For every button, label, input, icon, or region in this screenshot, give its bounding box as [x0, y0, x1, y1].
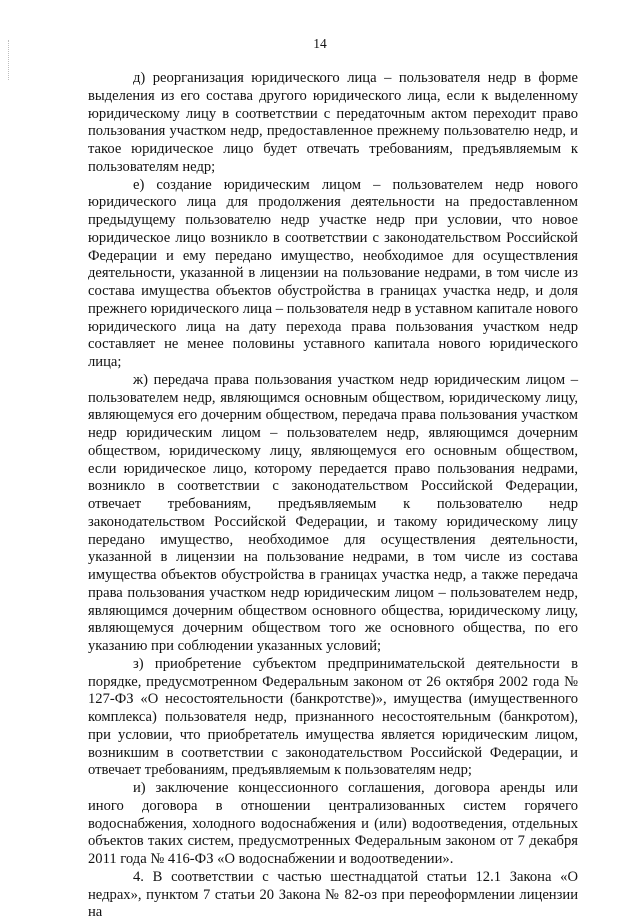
paragraph-z: з) приобретение субъектом предпринимательской деятельности в порядке, предусмотренном Федеральным законом от 26 октября 2002 года № 127-ФЗ «О несостоятельности (банкротстве)», имущества (имущественного комплекса) пользователя недр, признанного несостоятельным (банкротом), при условии, что приобретатель имущества является юридическим лицом, возникшим в соответствии с законодательством Российской Федерации, и отвечает требованиям, предъявляемым к пользователям недр; — [88, 655, 578, 779]
document-body — [88, 70, 578, 922]
paragraph-zh: ж) передача права пользования участком недр юридическим лицом – пользователем недр, являющимся основным обществом, юридическому лицу, являющемуся его дочерним обществом, передача права пользования участком недр юридическим лицом – пользователем недр, являющимся дочерним обществом, юридическому лицу, являющемуся его основным обществом, если юридическое лицо, которому передается право пользования недрами, возникло в соответствии с законодательством Российской Федерации, отвечает требованиям, предъявляемым к пользователю недр законодательством Российской Федерации, и такому юридическому лицу передано имущество, необходимое для осуществления деятельности, указанной в лицензии на пользование недрами, в том числе из состава имущества объектов обустройства в границах участка недр, а также передача права пользования участком недр юридическим лицом – пользователем недр, являющимся дочерним обществом основного общества, юридическому лицу, являющемуся дочерним обществом того же основного общества, по его указанию при соблюдении указанных условий; — [88, 371, 578, 654]
paragraph-d: д) реорганизация юридического лица – пользователя недр в форме выделения из его состава другого юридического лица, если к выделенному юридическому лицу в соответствии с передаточным актом переходит право пользования участком недр, предоставленное прежнему пользователю недр, и такое юридическое лицо будет отвечать требованиям, предъявляемым к пользователям недр; — [88, 70, 578, 175]
paragraph-i: и) заключение концессионного соглашения, договора аренды или иного договора в отношении централизованных систем горячего водоснабжения, холодного водоснабжения и (или) водоотведения, отдельных объектов таких систем, предусмотренных Федеральным законом от 7 декабря 2011 года № 416-ФЗ «О водоснабжении и водоотведении». — [88, 780, 578, 867]
page-number: 14 — [313, 36, 327, 51]
paragraph-4: 4. В соответствии с частью шестнадцатой статьи 12.1 Закона «О недрах», пунктом 7 статьи 20 Закона № 82-оз при переоформлении лицензии на — [88, 868, 578, 921]
paragraph-e: е) создание юридическим лицом – пользователем недр нового юридического лица для продолжения деятельности на предоставленном предыдущему пользователю недр участке недр при условии, что новое юридическое лицо возникло в соответствии с законодательством Российской Федерации и ему передано имущество, необходимое для осуществления деятельности, указанной в лицензии на пользование недрами, в том числе из состава имущества объектов обустройства в границах участка недр, и доля прежнего юридического лица – пользователя недр в уставном капитале нового юридического лица на дату перехода права пользования участком недр составляет не менее половины уставного капитала нового юридического лица; — [88, 176, 578, 370]
